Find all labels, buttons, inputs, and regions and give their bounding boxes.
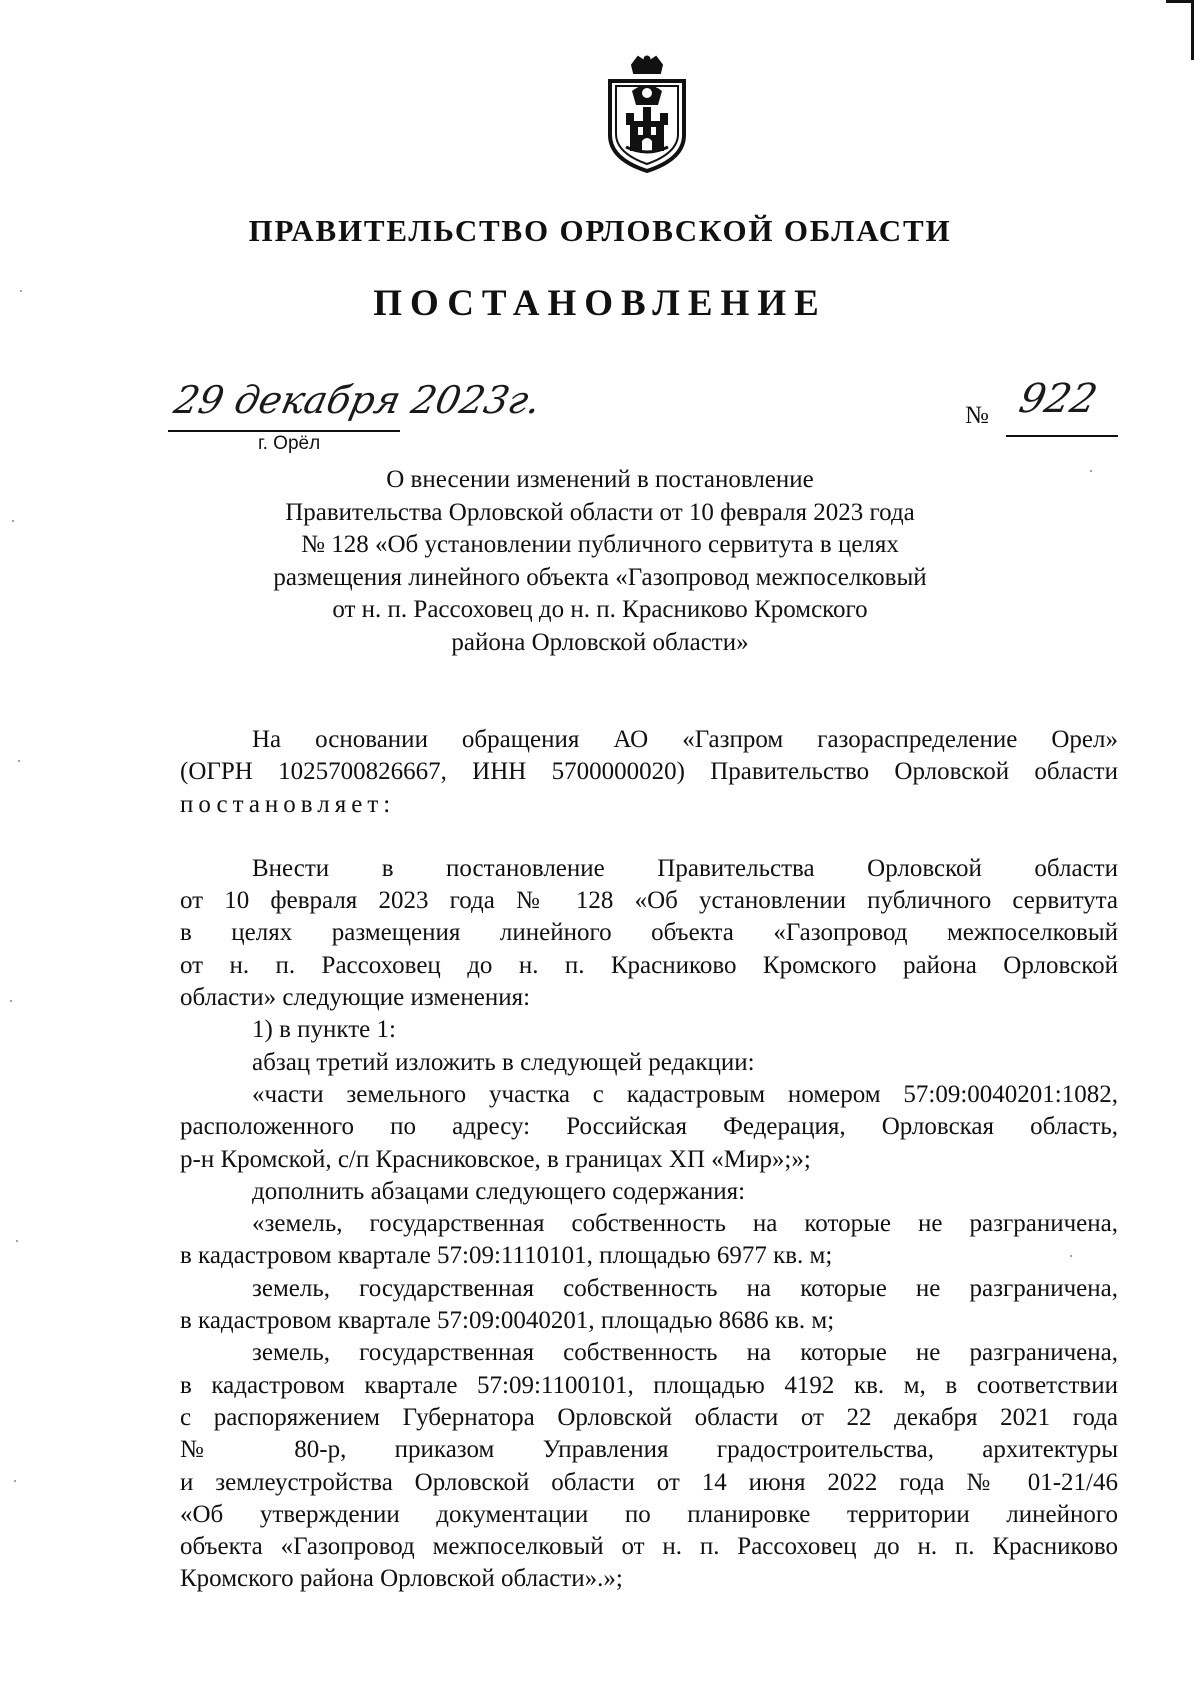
body-line: и землеустройства Орловской области от 14 июня 2022 года № 01-21/46: [180, 1468, 1118, 1496]
subject-line: от н. п. Рассоховец до н. п. Красниково Кромского: [332, 596, 868, 623]
orel-region-coat-of-arms-icon: [602, 55, 692, 173]
scan-speck: [14, 1480, 16, 1482]
body-line: «части земельного участка с кадастровым номером 57:09:0040201:1082,: [252, 1080, 1118, 1108]
body-line: № 80-р, приказом Управления градостроительства, архитектуры: [180, 1436, 1118, 1464]
body-line: в кадастровом квартале 57:09:1110101, площадью 6977 кв. м;: [180, 1242, 833, 1270]
body-line: 1) в пункте 1:: [252, 1016, 396, 1044]
subject-line: О внесении изменений в постановление: [386, 466, 814, 493]
body-line: от 10 февраля 2023 года № 128 «Об установлении публичного сервитута: [180, 887, 1118, 915]
date-underline: [168, 430, 400, 432]
body-line: в кадастровом квартале 57:09:1100101, площадью 4192 кв. м, в соответствии: [180, 1371, 1118, 1399]
scan-speck: [12, 520, 14, 522]
number-label: №: [965, 402, 989, 429]
subject-line: размещения линейного объекта «Газопровод межпоселковый: [273, 563, 927, 591]
body-line: области» следующие изменения:: [180, 984, 531, 1012]
handwritten-date: 29 декабря 2023г.: [170, 378, 545, 422]
body-line: в целях размещения линейного объекта «Газопровод межпоселковый: [180, 919, 1118, 947]
body-line: Внести в постановление Правительства Орловской области: [252, 854, 1118, 882]
body-line: с распоряжением Губернатора Орловской области от 22 декабря 2021 года: [180, 1403, 1118, 1431]
body-line: земель, государственная собственность на которые не разграничена,: [252, 1274, 1118, 1302]
scan-speck: [16, 1240, 18, 1242]
scan-speck: [1070, 1255, 1072, 1257]
scan-edge-mark-top: [1166, 0, 1194, 3]
body-line: абзац третий изложить в следующей редакции:: [252, 1048, 755, 1076]
body-line: расположенного по адресу: Российская Федерация, Орловская область,: [180, 1113, 1118, 1141]
handwritten-number: 922: [1015, 376, 1102, 422]
city-label: г. Орёл: [258, 433, 321, 454]
body-line: Кромского района Орловской области».»;: [180, 1565, 623, 1593]
body-line: р-н Кромской, с/п Красниковское, в границах ХП «Мир»;»;: [180, 1145, 811, 1173]
body-line: «Об утверждении документации по планировке территории линейного: [180, 1500, 1118, 1528]
preamble-resolves: постановляет:: [180, 790, 396, 818]
body-line: от н. п. Рассоховец до н. п. Красниково Кромского района Орловской: [180, 951, 1118, 979]
document-body: [180, 724, 1118, 1596]
body-line: земель, государственная собственность на которые не разграничена,: [252, 1339, 1118, 1367]
body-line: дополнить абзацами следующего содержания:: [252, 1177, 746, 1205]
body-line: объекта «Газопровод межпоселковый от н. п. Рассоховец до н. п. Красниково: [180, 1533, 1118, 1561]
body-line: в кадастровом квартале 57:09:0040201, площадью 8686 кв. м;: [180, 1307, 835, 1335]
scan-speck: [18, 760, 20, 762]
scan-speck: [20, 290, 22, 292]
subject-line: Правительства Орловской области от 10 февраля 2023 года: [285, 498, 915, 526]
document-subject: [150, 464, 1050, 659]
preamble-line: На основании обращения АО «Газпром газораспределение Орел»: [252, 726, 1118, 753]
preamble-line: (ОГРН 1025700826667, ИНН 5700000020) Правительство Орловской области: [180, 758, 1118, 786]
scan-edge-mark: [1191, 0, 1194, 60]
document-type-title: ПОСТАНОВЛЕНИЕ: [373, 283, 827, 324]
scan-speck: [1090, 470, 1092, 472]
scan-speck: [10, 1000, 12, 1002]
subject-line: № 128 «Об установлении публичного сервитута в целях: [301, 531, 899, 558]
number-underline: [1006, 435, 1118, 437]
body-line: «земель, государственная собственность на которые не разграничена,: [252, 1210, 1118, 1238]
government-title: ПРАВИТЕЛЬСТВО ОРЛОВСКОЙ ОБЛАСТИ: [248, 213, 952, 248]
subject-line: района Орловской области»: [451, 628, 749, 656]
